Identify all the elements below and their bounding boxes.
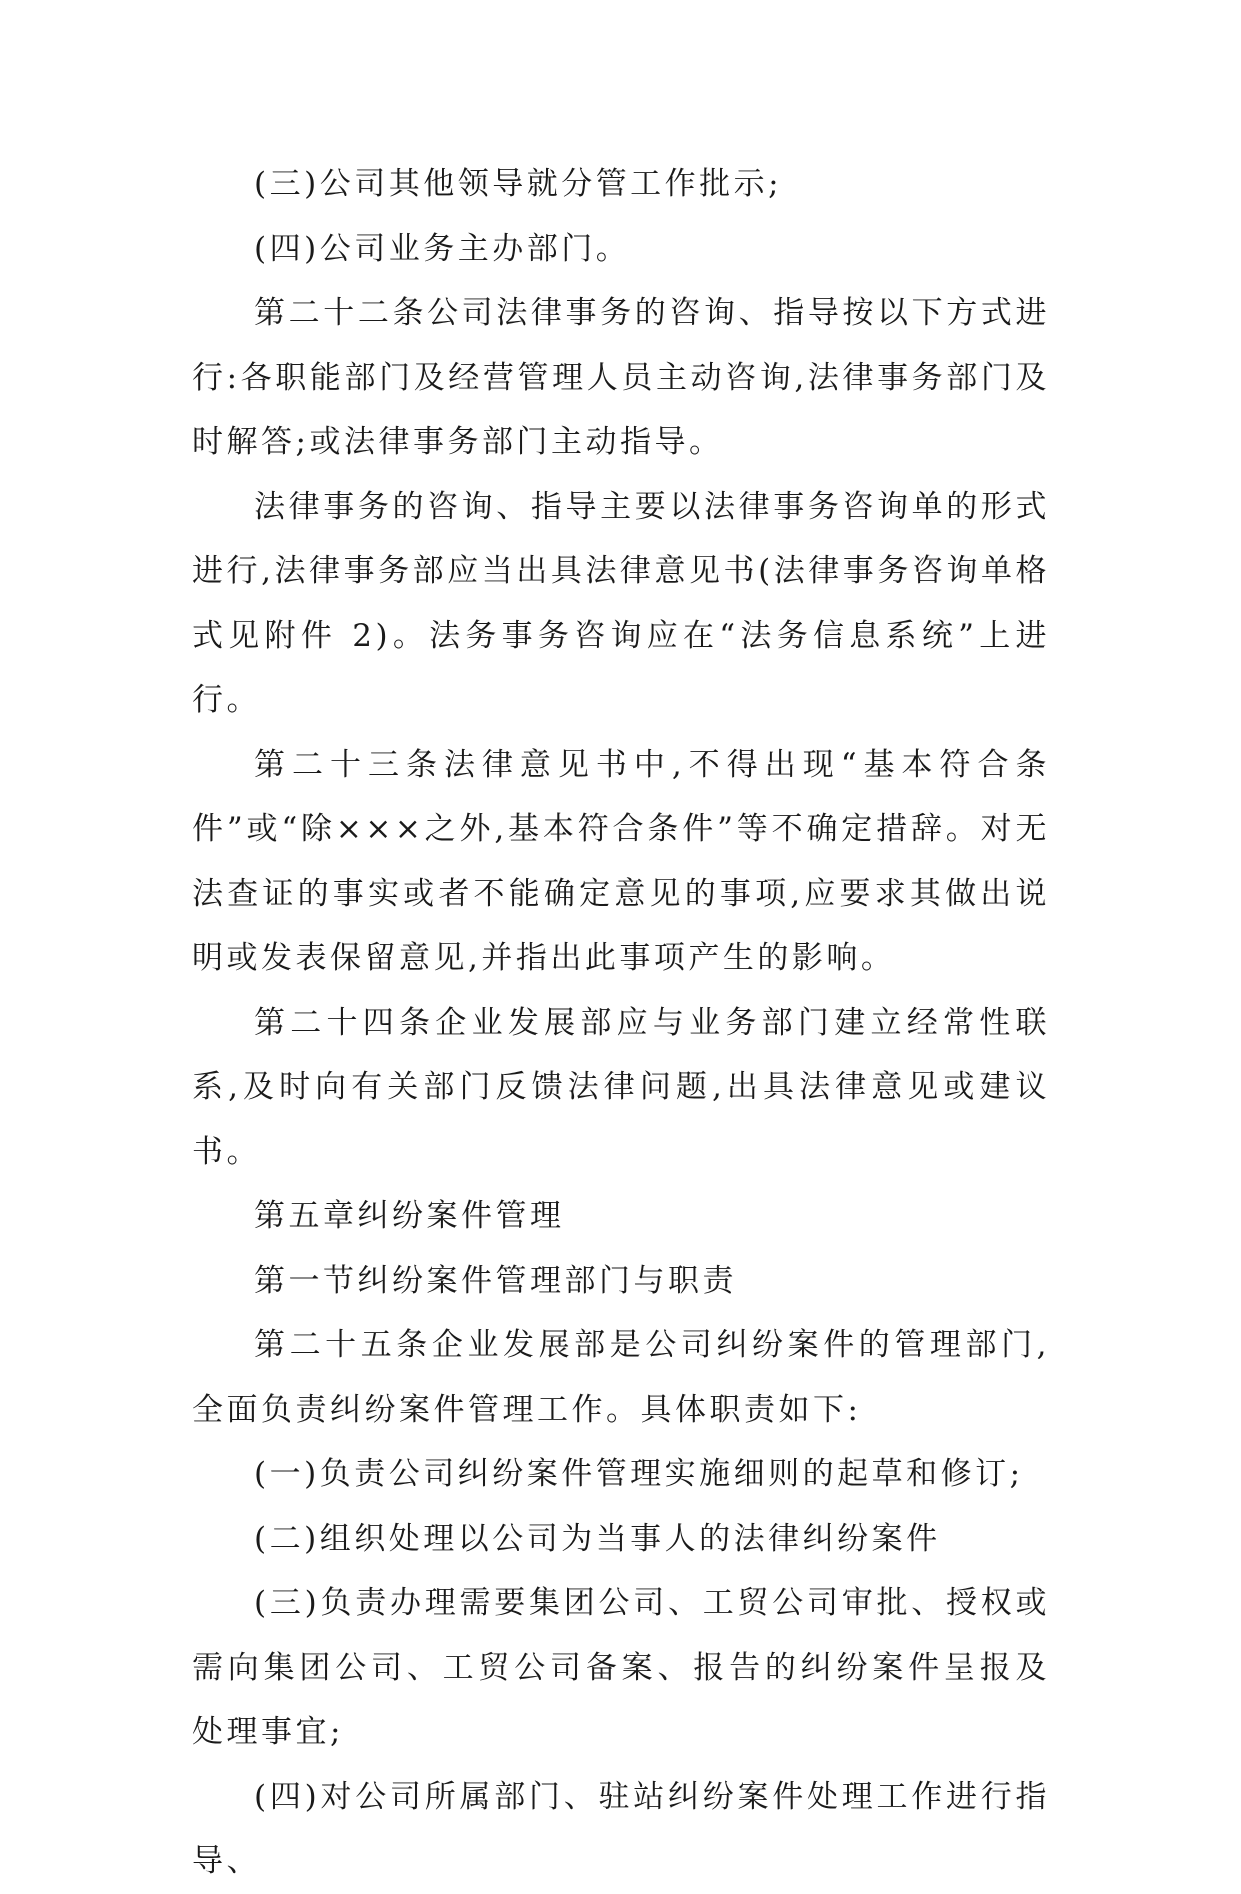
article-25: 第二十五条企业发展部是公司纠纷案件的管理部门,全面负责纠纷案件管理工作。具体职责如下: <box>192 1327 1050 1428</box>
duty-item-4: (四)对公司所属部门、驻站纠纷案件处理工作进行指导、 <box>192 1778 1050 1879</box>
duty-item-1: (一)负责公司纠纷案件管理实施细则的起草和修订; <box>254 1456 1024 1492</box>
section-1-heading: 第一节纠纷案件管理部门与职责 <box>254 1262 737 1299</box>
document-body <box>192 152 1050 1894</box>
paragraph-item-4: (四)公司业务主办部门。 <box>254 230 631 267</box>
article-23: 第二十三条法律意见书中,不得出现“基本符合条件”或“除×××之外,基本符合条件”等不确定措辞。对无法查证的事实或者不能确定意见的事项,应要求其做出说明或发表保留意见,并指出此事项产生的影响。 <box>192 746 1050 976</box>
duty-item-2: (二)组织处理以公司为当事人的法律纠纷案件 <box>254 1520 941 1557</box>
consultation-form-paragraph: 法律事务的咨询、指导主要以法律事务咨询单的形式进行,法律事务部应当出具法律意见书(法律事务咨询单格式见附件 2)。法务事务咨询应在“法务信息系统”上进行。 <box>192 488 1050 718</box>
paragraph-item-3: (三)公司其他领导就分管工作批示; <box>254 166 783 202</box>
duty-item-3: (三)负责办理需要集团公司、工贸公司审批、授权或需向集团公司、工贸公司备案、报告的纠纷案件呈报及处理事宜; <box>192 1585 1050 1750</box>
chapter-5-heading: 第五章纠纷案件管理 <box>254 1198 565 1234</box>
article-22: 第二十二条公司法律事务的咨询、指导按以下方式进行:各职能部门及经营管理人员主动咨询,法律事务部门及时解答;或法律事务部门主动指导。 <box>192 295 1050 460</box>
article-24: 第二十四条企业发展部应与业务部门建立经常性联系,及时向有关部门反馈法律问题,出具法律意见或建议书。 <box>192 1004 1050 1170</box>
